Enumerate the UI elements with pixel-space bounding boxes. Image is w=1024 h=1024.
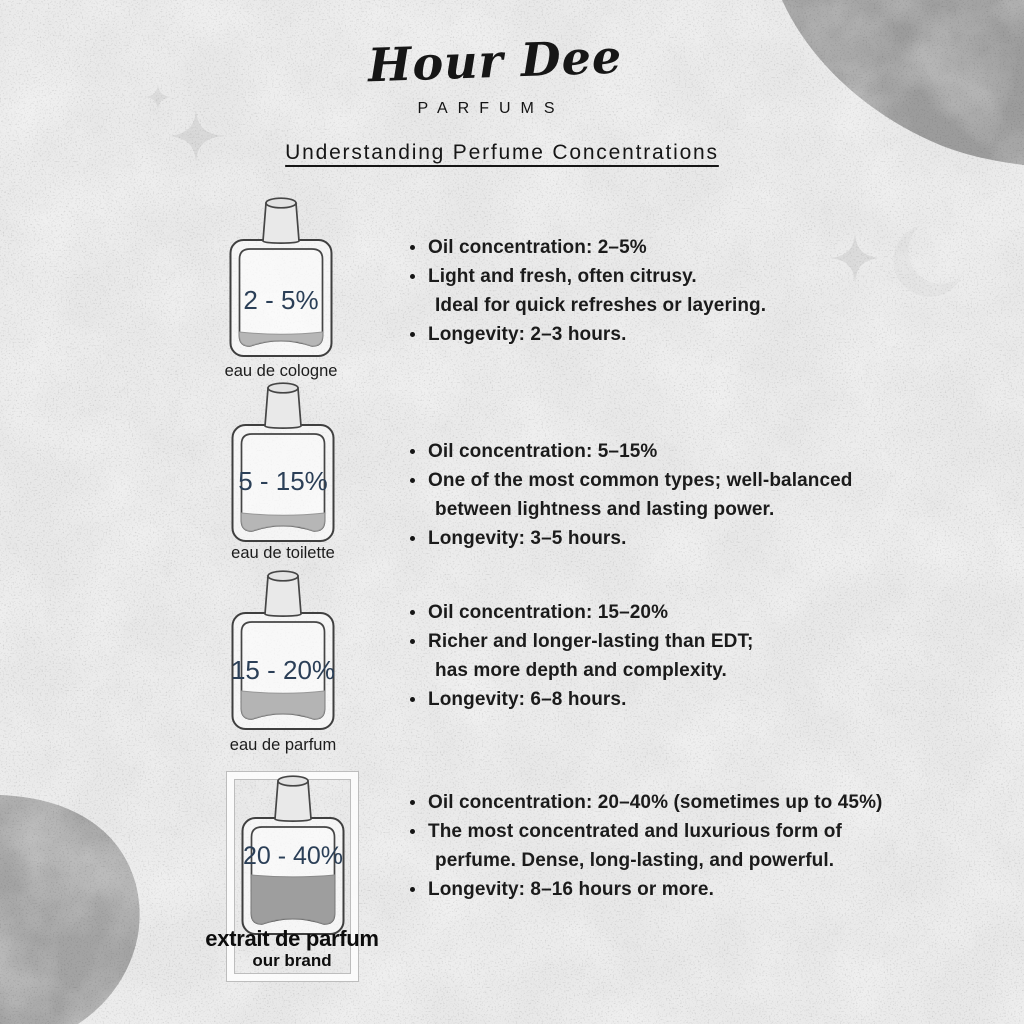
bullet-text: Light and fresh, often citrusy. xyxy=(428,265,697,287)
section-eau-de-parfum-bullets xyxy=(410,598,970,714)
concentration-range: 15 - 20% xyxy=(230,655,336,685)
bullet-dot-icon xyxy=(410,332,415,337)
bullet-text: between lightness and lasting power. xyxy=(435,498,775,520)
bottle-label: eau de parfum xyxy=(229,736,337,754)
bullet-item xyxy=(410,788,970,817)
bottle-eau-de-parfum xyxy=(228,569,338,731)
brand-logo: Hour Dee xyxy=(367,29,623,93)
bullet-item xyxy=(410,524,970,553)
perfume-bottle-icon xyxy=(238,774,348,936)
bottle-label: eau de cologne xyxy=(224,362,338,380)
our-brand-label: our brand xyxy=(252,951,332,970)
bottle-eau-de-toilette xyxy=(228,381,338,543)
bullet-dot-icon xyxy=(410,536,415,541)
brand-logo-subtitle: PARFUMS xyxy=(417,100,565,117)
bottle-label: extrait de parfum xyxy=(205,926,379,951)
bullet-item xyxy=(410,233,970,262)
perfume-bottle-icon xyxy=(226,196,336,358)
bullet-dot-icon xyxy=(410,245,415,250)
bullet-text: Oil concentration: 2–5% xyxy=(428,236,647,258)
perfume-bottle-icon xyxy=(228,381,338,543)
bullet-dot-icon xyxy=(410,887,415,892)
bottle-cap xyxy=(263,203,299,243)
bullet-text: Longevity: 8–16 hours or more. xyxy=(428,878,714,900)
page-title: Understanding Perfume Concentrations xyxy=(285,141,719,164)
bottle-cap xyxy=(265,388,301,428)
bottle-extrait-de-parfum xyxy=(238,774,348,936)
bullet-text: Longevity: 3–5 hours. xyxy=(428,527,627,549)
bullet-text: Oil concentration: 15–20% xyxy=(428,601,669,623)
bottle-cap xyxy=(275,781,311,821)
bottle-eau-de-cologne xyxy=(226,196,336,358)
bottle-label: eau de toilette xyxy=(231,544,335,562)
bottle-cap xyxy=(265,576,301,616)
bullet-item xyxy=(410,262,970,291)
bullet-item xyxy=(410,598,970,627)
concentration-range: 5 - 15% xyxy=(238,466,328,496)
bullet-dot-icon xyxy=(410,274,415,279)
liquid-fill xyxy=(252,875,335,924)
bullet-item xyxy=(410,656,970,685)
bullet-text: perfume. Dense, long-lasting, and powerful. xyxy=(435,849,835,871)
concentration-range: 2 - 5% xyxy=(243,285,319,315)
bullet-dot-icon xyxy=(410,449,415,454)
bullet-text: Oil concentration: 20–40% (sometimes up to 45%) xyxy=(428,791,883,813)
bullet-text: Richer and longer-lasting than EDT; xyxy=(428,630,754,652)
bullet-text: Oil concentration: 5–15% xyxy=(428,440,658,462)
section-eau-de-toilette-bullets xyxy=(410,437,970,553)
bullet-dot-icon xyxy=(410,610,415,615)
bullet-dot-icon xyxy=(410,478,415,483)
bullet-text: Longevity: 2–3 hours. xyxy=(428,323,627,345)
bullet-text: The most concentrated and luxurious form of xyxy=(428,820,842,842)
bullet-dot-icon xyxy=(410,829,415,834)
section-extrait-de-parfum-bullets xyxy=(410,788,970,904)
bullet-item xyxy=(410,320,970,349)
bullet-item xyxy=(410,495,970,524)
bullet-item xyxy=(410,466,970,495)
bullet-item xyxy=(410,817,970,846)
bullet-text: Longevity: 6–8 hours. xyxy=(428,688,627,710)
bullet-text: Ideal for quick refreshes or layering. xyxy=(435,294,767,316)
concentration-range: 20 - 40% xyxy=(242,842,344,870)
bullet-item xyxy=(410,846,970,875)
bullet-text: has more depth and complexity. xyxy=(435,659,727,681)
bullet-dot-icon xyxy=(410,800,415,805)
bullet-dot-icon xyxy=(410,697,415,702)
section-eau-de-cologne-bullets xyxy=(410,233,970,349)
bullet-item xyxy=(410,437,970,466)
bullet-item xyxy=(410,875,970,904)
bullet-dot-icon xyxy=(410,639,415,644)
perfume-bottle-icon xyxy=(228,569,338,731)
bullet-item xyxy=(410,627,970,656)
bullet-item xyxy=(410,685,970,714)
bullet-item xyxy=(410,291,970,320)
bullet-text: One of the most common types; well-balanced xyxy=(428,469,853,491)
